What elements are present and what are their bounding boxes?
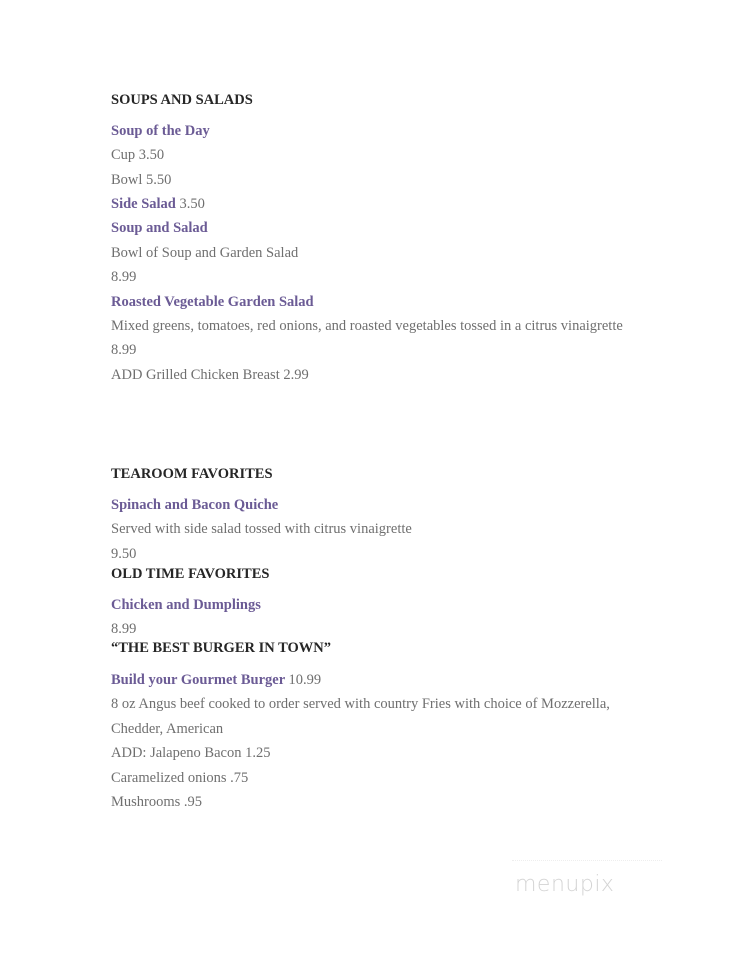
dumplings-price: 8.99 [111,621,137,637]
roasted-salad-desc: Mixed greens, tomatoes, red onions, and roasted vegetables tossed in a citrus vinaigrette [111,318,623,334]
section-heading-soups: SOUPS AND SALADS [111,92,253,108]
item-gourmet-burger [111,671,321,689]
side-salad-name: Side Salad [111,196,176,212]
item-chicken-dumplings: Chicken and Dumplings [111,597,261,613]
section-heading-burger: “THE BEST BURGER IN TOWN” [111,640,331,656]
soup-cup-price: Cup 3.50 [111,147,165,163]
watermark-divider [512,860,662,862]
roasted-salad-addon: ADD Grilled Chicken Breast 2.99 [111,367,309,383]
burger-desc-line2: Chedder, American [111,721,224,737]
item-roasted-vegetable-salad: Roasted Vegetable Garden Salad [111,294,314,310]
side-salad-price: 3.50 [179,196,205,212]
item-side-salad [111,195,205,213]
section-heading-tearoom: TEAROOM FAVORITES [111,466,273,482]
burger-addon-mushrooms: Mushrooms .95 [111,794,203,810]
item-soup-of-the-day: Soup of the Day [111,123,210,139]
menupix-watermark-logo: menupix [515,872,615,897]
soup-and-salad-desc: Bowl of Soup and Garden Salad [111,245,299,261]
quiche-desc: Served with side salad tossed with citrus vinaigrette [111,521,412,537]
burger-price: 10.99 [288,672,322,688]
item-spinach-bacon-quiche: Spinach and Bacon Quiche [111,497,279,513]
item-soup-and-salad: Soup and Salad [111,220,208,236]
soup-and-salad-price: 8.99 [111,269,137,285]
roasted-salad-price: 8.99 [111,342,137,358]
quiche-price: 9.50 [111,546,137,562]
burger-name: Build your Gourmet Burger [111,672,285,688]
burger-desc-line1: 8 oz Angus beef cooked to order served with country Fries with choice of Mozzerella, [111,696,610,712]
section-heading-oldtime: OLD TIME FAVORITES [111,566,270,582]
soup-bowl-price: Bowl 5.50 [111,172,172,188]
burger-addon-onions: Caramelized onions .75 [111,770,249,786]
burger-addon-bacon: ADD: Jalapeno Bacon 1.25 [111,745,271,761]
